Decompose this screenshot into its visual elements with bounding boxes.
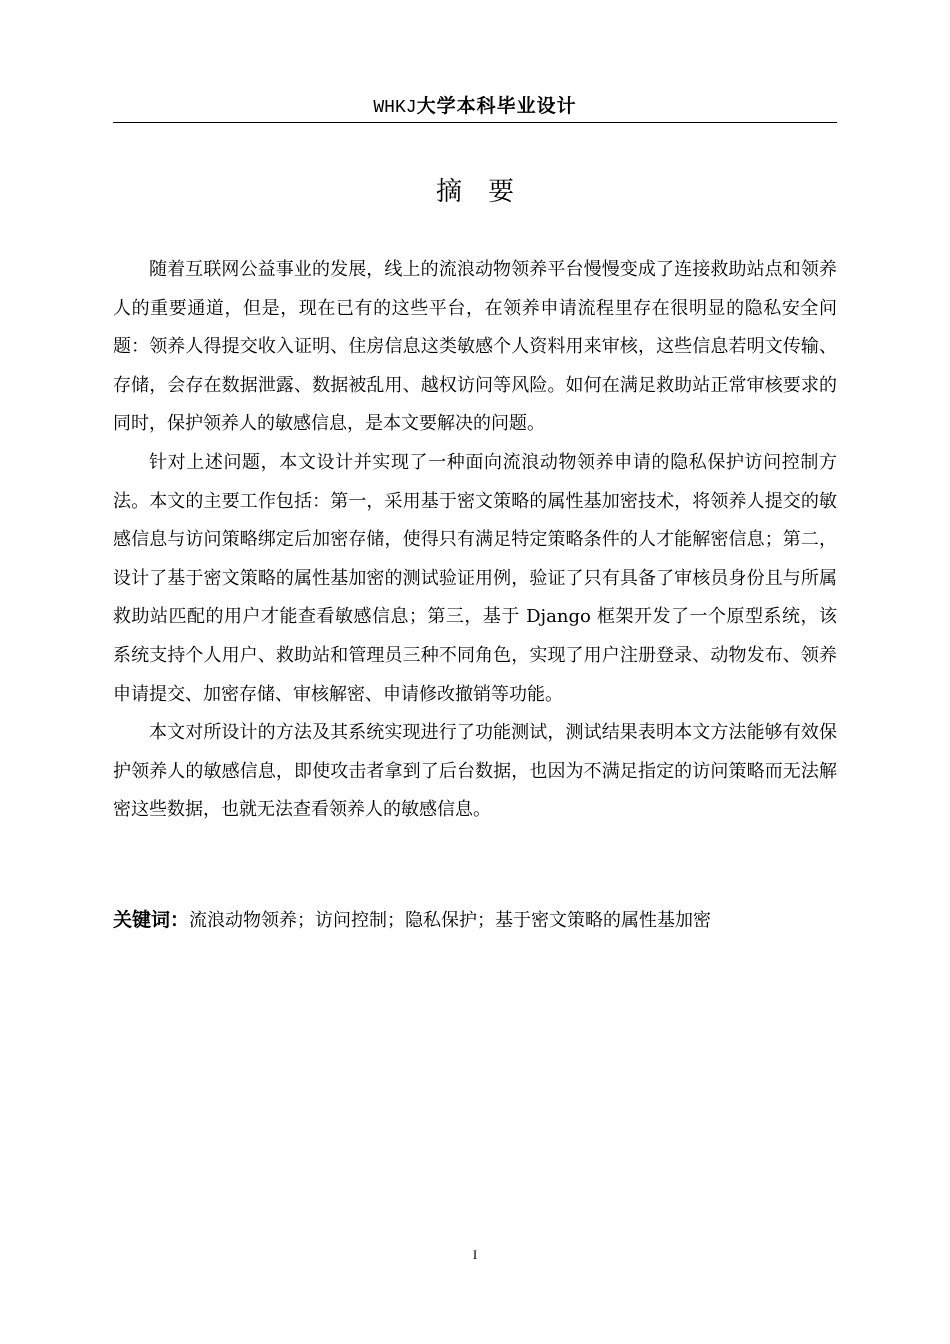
header-title: 大学本科毕业设计 [416,95,577,117]
page-header [113,92,837,123]
page-number: I [472,1247,478,1262]
keywords-text: 流浪动物领养；访问控制；隐私保护；基于密文策略的属性基加密 [189,910,712,931]
abstract-body [113,251,837,830]
keywords-label: 关键词： [113,909,190,931]
header-prefix: WHKJ [373,98,417,118]
abstract-paragraph-2: 针对上述问题，本文设计并实现了一种面向流浪动物领养申请的隐私保护访问控制方法。本文的主要工作包括：第一，采用基于密文策略的属性基加密技术，将领养人提交的敏感信息与访问策略绑定后加密存储，使得只有满足特定策略条件的人才能解密信息；第二，设计了基于密文策略的属性基加密的测试验证用例，验证了只有具备了审核员身份且与所属救助站匹配的用户才能查看敏感信息；第三，基于 Django 框架开发了一个原型系统，该系统支持个人用户、救助站和管理员三种不同角色，实现了用户注册登录、动物发布、领养申请提交、加密存储、审核解密、申请修改撤销等功能。 [113,451,837,705]
abstract-paragraph-1: 随着互联网公益事业的发展，线上的流浪动物领养平台慢慢变成了连接救助站点和领养人的重要通道，但是，现在已有的这些平台，在领养申请流程里存在很明显的隐私安全问题：领养人得提交收入证明、住房信息这类敏感个人资料用来审核，这些信息若明文传输、存储，会存在数据泄露、数据被乱用、越权访问等风险。如何在满足救助站正常审核要求的同时，保护领养人的敏感信息，是本文要解决的问题。 [113,259,837,435]
abstract-title: 摘 要 [435,177,514,207]
abstract-paragraph-3: 本文对所设计的方法及其系统实现进行了功能测试，测试结果表明本文方法能够有效保护领养人的敏感信息，即使攻击者拿到了后台数据，也因为不满足指定的访问策略而无法解密这些数据，也就无法查看领养人的敏感信息。 [113,722,837,821]
keywords-line [113,902,837,939]
